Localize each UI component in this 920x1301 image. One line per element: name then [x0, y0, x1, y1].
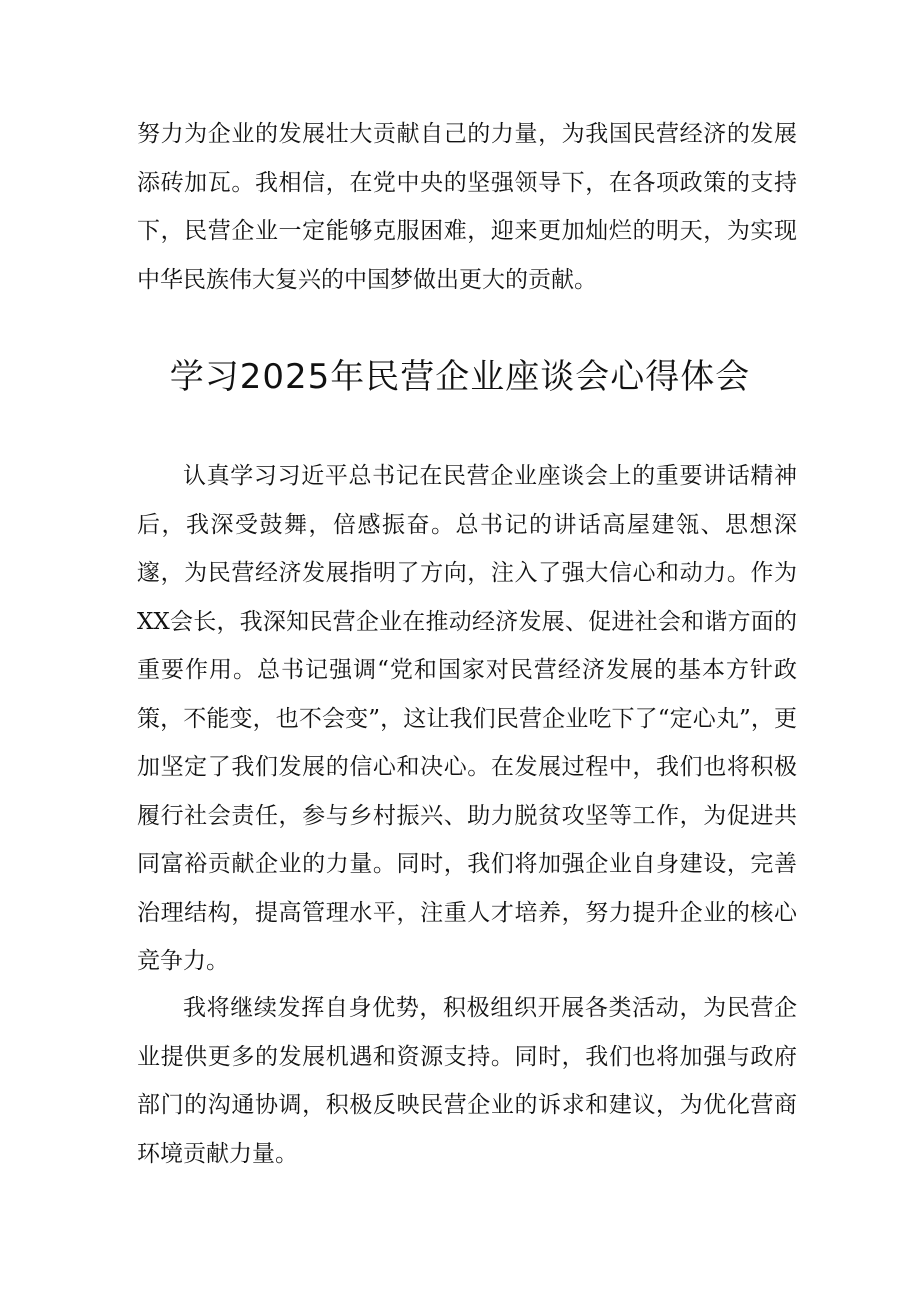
- body-paragraph-2: 我将继续发挥自身优势，积极组织开展各类活动，为民营企业提供更多的发展机遇和资源支持。同时，我们也将加强与政府部门的沟通协调，积极反映民营企业的诉求和建议，为优化营商环境贡献力量。: [137, 995, 797, 1167]
- body-paragraph-1: 认真学习习近平总书记在民营企业座谈会上的重要讲话精神后，我深受鼓舞，倍感振奋。总书记的讲话高屋建瓴、思想深邃，为民营经济发展指明了方向，注入了强大信心和动力。作为XX会长，我深知民营企业在推动经济发展、促进社会和谐方面的重要作用。总书记强调“党和国家对民营经济发展的基本方针政策，不能变，也不会变”，这让我们民营企业吃下了“定心丸”，更加坚定了我们发展的信心和决心。在发展过程中，我们也将积极履行社会责任，参与乡村振兴、助力脱贫攻坚等工作，为促进共同富裕贡献企业的力量。同时，我们将加强企业自身建设，完善治理结构，提高管理水平，注重人才培养，努力提升企业的核心竞争力。: [137, 463, 797, 974]
- page-title: 学习2025年民营企业座谈会心得体会: [169, 357, 751, 397]
- continued-paragraph: 努力为企业的发展壮大贡献自己的力量，为我国民营经济的发展添砖加瓦。我相信，在党中央的坚强领导下，在各项政策的支持下，民营企业一定能够克服困难，迎来更加灿烂的明天，为实现中华民族伟大复兴的中国梦做出更大的贡献。: [137, 121, 797, 293]
